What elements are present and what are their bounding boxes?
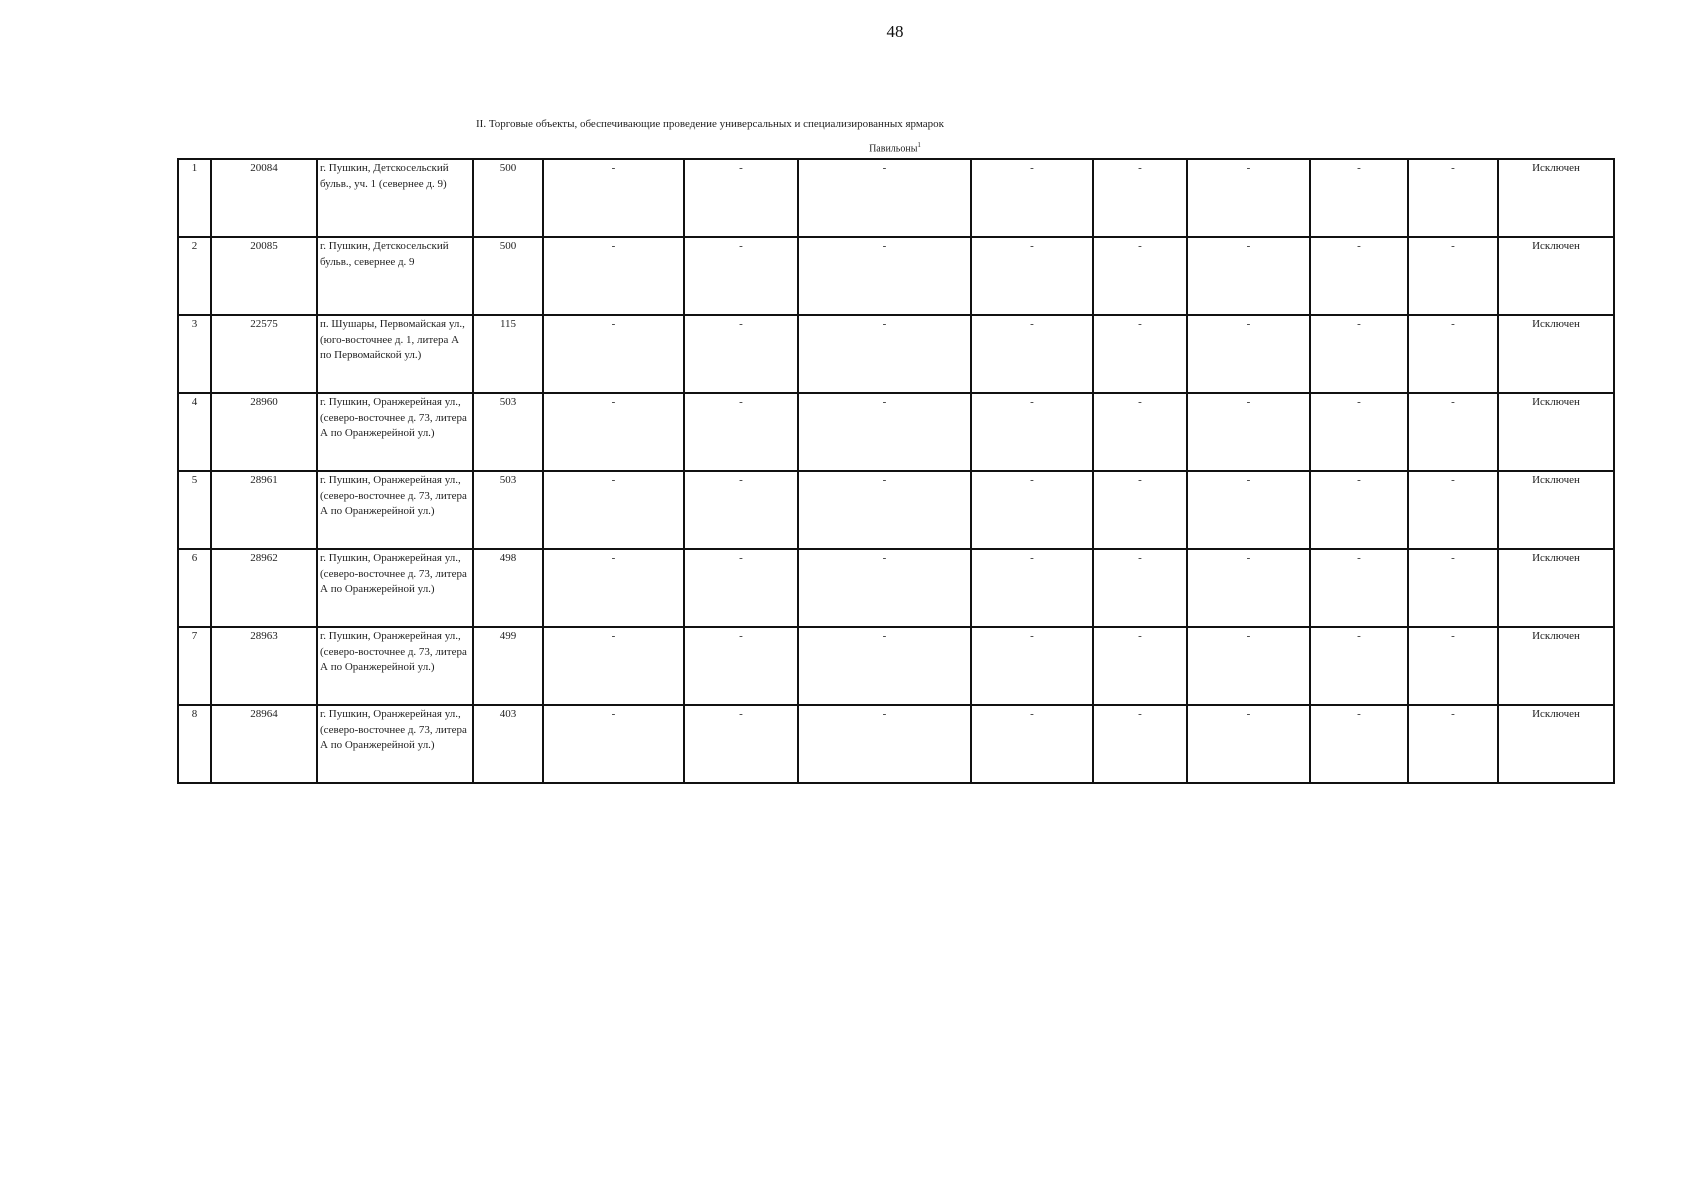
empty-value-cell: -	[971, 627, 1093, 705]
empty-value-cell: -	[1310, 549, 1408, 627]
table-row	[178, 393, 1614, 471]
empty-value-cell: -	[1093, 705, 1187, 783]
empty-value-cell: -	[543, 549, 684, 627]
empty-value-cell: -	[543, 237, 684, 315]
empty-value-cell: -	[1408, 549, 1498, 627]
page-number: 48	[886, 22, 904, 41]
address-cell: г. Пушкин, Оранжерейная ул., (северо-восточнее д. 73, литера А по Оранжерейной ул.)	[317, 705, 473, 783]
empty-value-cell: -	[1310, 705, 1408, 783]
row-number-cell: 3	[178, 315, 211, 393]
status-cell: Исключен	[1498, 705, 1614, 783]
status-cell: Исключен	[1498, 549, 1614, 627]
empty-value-cell: -	[684, 159, 798, 237]
area-cell: 503	[473, 393, 543, 471]
empty-value-cell: -	[1408, 471, 1498, 549]
table-body	[178, 159, 1614, 783]
address-cell: п. Шушары, Первомайская ул., (юго-восточнее д. 1, литера А по Первомайской ул.)	[317, 315, 473, 393]
empty-value-cell: -	[684, 549, 798, 627]
empty-value-cell: -	[684, 627, 798, 705]
empty-value-cell: -	[971, 549, 1093, 627]
empty-value-cell: -	[971, 471, 1093, 549]
subsection-title	[0, 141, 1697, 154]
object-code-cell: 28960	[211, 393, 317, 471]
object-code-cell: 28963	[211, 627, 317, 705]
empty-value-cell: -	[1187, 159, 1310, 237]
table-row	[178, 549, 1614, 627]
empty-value-cell: -	[1310, 471, 1408, 549]
table-row	[178, 471, 1614, 549]
row-number-cell: 4	[178, 393, 211, 471]
object-code-cell: 28962	[211, 549, 317, 627]
empty-value-cell: -	[1310, 393, 1408, 471]
empty-value-cell: -	[543, 627, 684, 705]
status-cell: Исключен	[1498, 237, 1614, 315]
empty-value-cell: -	[543, 705, 684, 783]
empty-value-cell: -	[1310, 159, 1408, 237]
empty-value-cell: -	[1187, 237, 1310, 315]
subsection-title-text: Павильоны	[869, 143, 918, 155]
address-cell: г. Пушкин, Детскосельский бульв., севернее д. 9	[317, 237, 473, 315]
empty-value-cell: -	[1093, 159, 1187, 237]
table-row	[178, 705, 1614, 783]
area-cell: 500	[473, 159, 543, 237]
address-cell: г. Пушкин, Оранжерейная ул., (северо-восточнее д. 73, литера А по Оранжерейной ул.)	[317, 549, 473, 627]
empty-value-cell: -	[1408, 159, 1498, 237]
empty-value-cell: -	[971, 705, 1093, 783]
row-number-cell: 7	[178, 627, 211, 705]
status-cell: Исключен	[1498, 471, 1614, 549]
object-code-cell: 22575	[211, 315, 317, 393]
empty-value-cell: -	[684, 237, 798, 315]
footnote-marker: 1	[917, 141, 921, 149]
object-code-cell: 28961	[211, 471, 317, 549]
empty-value-cell: -	[1093, 393, 1187, 471]
address-cell: г. Пушкин, Оранжерейная ул., (северо-восточнее д. 73, литера А по Оранжерейной ул.)	[317, 627, 473, 705]
row-number-cell: 2	[178, 237, 211, 315]
section-title: II. Торговые объекты, обеспечивающие проведение универсальных и специализированных ярмарок	[476, 118, 944, 130]
empty-value-cell: -	[1408, 315, 1498, 393]
empty-value-cell: -	[543, 471, 684, 549]
row-number-cell: 8	[178, 705, 211, 783]
row-number-cell: 6	[178, 549, 211, 627]
status-cell: Исключен	[1498, 627, 1614, 705]
empty-value-cell: -	[798, 705, 971, 783]
status-cell: Исключен	[1498, 159, 1614, 237]
empty-value-cell: -	[684, 315, 798, 393]
empty-value-cell: -	[684, 705, 798, 783]
empty-value-cell: -	[1310, 315, 1408, 393]
object-code-cell: 20085	[211, 237, 317, 315]
empty-value-cell: -	[684, 471, 798, 549]
address-cell: г. Пушкин, Оранжерейная ул., (северо-восточнее д. 73, литера А по Оранжерейной ул.)	[317, 393, 473, 471]
empty-value-cell: -	[798, 393, 971, 471]
table-row	[178, 627, 1614, 705]
empty-value-cell: -	[798, 549, 971, 627]
empty-value-cell: -	[971, 315, 1093, 393]
empty-value-cell: -	[1093, 237, 1187, 315]
area-cell: 500	[473, 237, 543, 315]
area-cell: 499	[473, 627, 543, 705]
empty-value-cell: -	[543, 159, 684, 237]
empty-value-cell: -	[1408, 393, 1498, 471]
empty-value-cell: -	[798, 627, 971, 705]
empty-value-cell: -	[971, 393, 1093, 471]
status-cell: Исключен	[1498, 315, 1614, 393]
row-number-cell: 5	[178, 471, 211, 549]
area-cell: 403	[473, 705, 543, 783]
empty-value-cell: -	[684, 393, 798, 471]
empty-value-cell: -	[1093, 315, 1187, 393]
empty-value-cell: -	[1408, 705, 1498, 783]
status-cell: Исключен	[1498, 393, 1614, 471]
table-row	[178, 315, 1614, 393]
empty-value-cell: -	[971, 237, 1093, 315]
empty-value-cell: -	[798, 159, 971, 237]
empty-value-cell: -	[1187, 393, 1310, 471]
address-cell: г. Пушкин, Оранжерейная ул., (северо-восточнее д. 73, литера А по Оранжерейной ул.)	[317, 471, 473, 549]
area-cell: 115	[473, 315, 543, 393]
area-cell: 498	[473, 549, 543, 627]
row-number-cell: 1	[178, 159, 211, 237]
objects-table	[177, 158, 1615, 784]
object-code-cell: 28964	[211, 705, 317, 783]
empty-value-cell: -	[543, 393, 684, 471]
empty-value-cell: -	[1187, 549, 1310, 627]
empty-value-cell: -	[971, 159, 1093, 237]
empty-value-cell: -	[1187, 705, 1310, 783]
address-cell: г. Пушкин, Детскосельский бульв., уч. 1 (севернее д. 9)	[317, 159, 473, 237]
object-code-cell: 20084	[211, 159, 317, 237]
empty-value-cell: -	[1408, 237, 1498, 315]
empty-value-cell: -	[1093, 627, 1187, 705]
empty-value-cell: -	[1093, 549, 1187, 627]
area-cell: 503	[473, 471, 543, 549]
empty-value-cell: -	[1187, 315, 1310, 393]
empty-value-cell: -	[1310, 627, 1408, 705]
table-row	[178, 159, 1614, 237]
empty-value-cell: -	[798, 471, 971, 549]
empty-value-cell: -	[1093, 471, 1187, 549]
empty-value-cell: -	[798, 237, 971, 315]
empty-value-cell: -	[798, 315, 971, 393]
table-row	[178, 237, 1614, 315]
empty-value-cell: -	[1310, 237, 1408, 315]
empty-value-cell: -	[1408, 627, 1498, 705]
empty-value-cell: -	[1187, 471, 1310, 549]
empty-value-cell: -	[1187, 627, 1310, 705]
empty-value-cell: -	[543, 315, 684, 393]
